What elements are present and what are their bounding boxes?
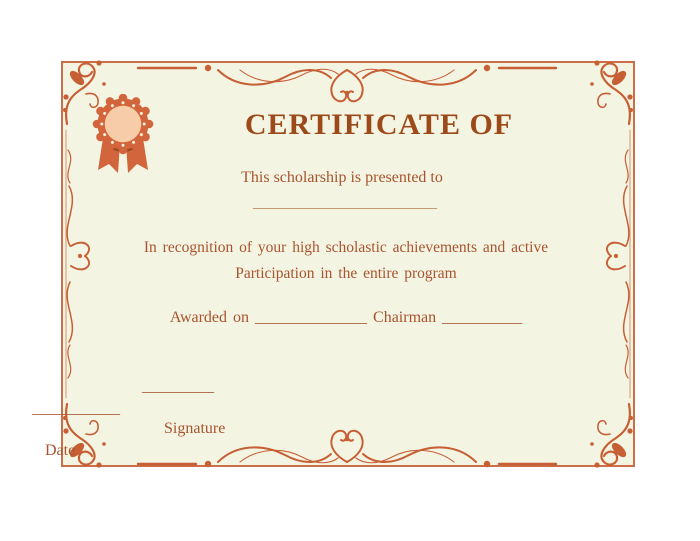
date-label: Date (45, 442, 76, 459)
date-blank-line: ___________ (32, 400, 120, 417)
signature-label: Signature (164, 420, 226, 437)
certificate-title: CERTIFICATE OF (244, 108, 514, 141)
signature-blank-line: _________ (142, 378, 214, 395)
body-text-line2: Participation in the entire program (235, 265, 457, 282)
recipient-blank-line: _______________________ (253, 194, 437, 211)
body-text-line1: In recognition of your high scholastic achievements and active (143, 239, 549, 256)
presented-text: This scholarship is presented to (241, 169, 443, 186)
awarded-chairman-line: Awarded on ______________ Chairman __________ (169, 309, 523, 326)
